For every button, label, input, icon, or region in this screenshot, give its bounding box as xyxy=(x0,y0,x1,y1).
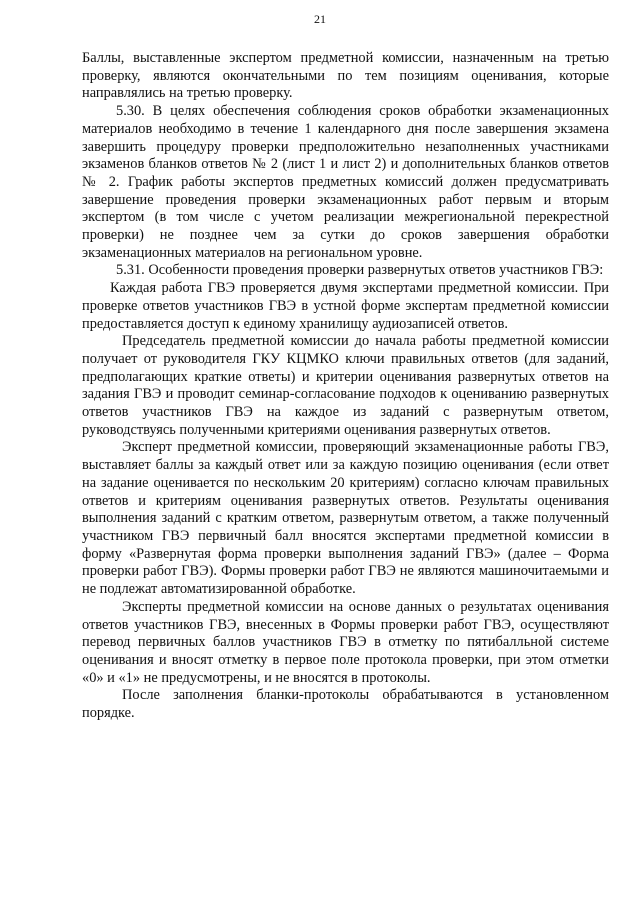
paragraph-chairman-seminar: Председатель предметной комиссии до начала работы предметной комиссии получает от руководителя ГКУ КЦМКО ключи правильных ответов (для заданий, предполагающих краткие ответы) и критерии оценивания развернутых ответов на задания ГВЭ и проводит семинар-согласование подходов к оцениванию развернутых ответов участников ГВЭ на каждое из заданий с развернутым ответом, руководствуясь полученными критериями оценивания развернутых ответов. xyxy=(82,333,609,438)
paragraph-5-30: 5.30. В целях обеспечения соблюдения сроков обработки экзаменационных материалов необходимо в течение 1 календарного дня после завершения экзамена завершить процедуру проверки предположительно незаполненных участниками экзаменов бланков ответов № 2 (лист 1 и лист 2) и дополнительных бланков ответов № 2. График работы экспертов предметных комиссий должен предусматривать завершение проведения проверки экзаменационных работ первым и вторым экспертом (в том числе с учетом реализации межрегиональной перекрестной проверки) не позднее чем за сутки до сроков завершения обработки экзаменационных материалов на региональном уровне. xyxy=(82,103,609,261)
paragraph-third-check-result: Баллы, выставленные экспертом предметной комиссии, назначенным на третью проверку, являются окончательными по тем позициям оценивания, которые направлялись на третью проверку. xyxy=(82,50,609,102)
paragraph-5-31: 5.31. Особенности проведения проверки развернутых ответов участников ГВЭ: xyxy=(116,262,604,279)
paragraph-two-experts: Каждая работа ГВЭ проверяется двумя экспертами предметной комиссии. При проверке ответов участников ГВЭ в устной форме экспертам предметной комиссии предоставляется доступ к единому хранилищу аудиозаписей ответов. xyxy=(82,280,609,332)
page-number: 21 xyxy=(314,12,326,26)
paragraph-score-conversion: Эксперты предметной комиссии на основе данных о результатах оценивания ответов участников ГВЭ, внесенных в Формы проверки работ ГВЭ, осуществляют перевод первичных баллов участников ГВЭ в отметку по пятибалльной системе оценивания и вносят отметку в первое поле протокола проверки, при этом отметки «0» и «1» не предусмотрены, и не вносятся в протоколы. xyxy=(82,598,609,686)
document-body xyxy=(82,50,609,723)
paragraph-expert-scoring: Эксперт предметной комиссии, проверяющий экзаменационные работы ГВЭ, выставляет баллы за каждый ответ или за каждую позицию оценивания (если ответ на задание оценивается по нескольким 20 критериям) согласно ключам правильных ответов и критериям оценивания развернутых ответов. Результаты оценивания выполнения заданий с кратким ответом, развернутым ответом, а также полученный участником ГВЭ первичный балл вносятся экспертами предметной комиссии в форму «Развернутая форма проверки выполнения заданий ГВЭ» (далее – Форма проверки работ ГВЭ). Формы проверки работ ГВЭ не являются машиночитаемыми и не подлежат автоматизированной обработке. xyxy=(82,439,609,598)
paragraph-protocol-processing: После заполнения бланки-протоколы обрабатываются в установленном порядке. xyxy=(82,687,609,722)
